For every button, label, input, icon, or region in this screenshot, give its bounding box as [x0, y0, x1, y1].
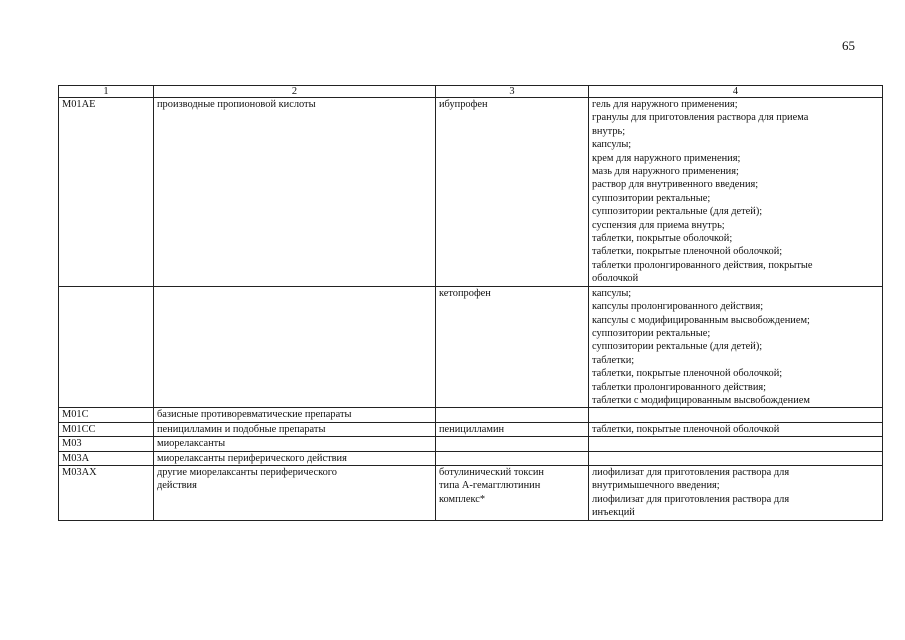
group-cell: производные пропионовой кислоты — [154, 98, 436, 287]
code-cell: M01CC — [59, 422, 154, 436]
table-row — [59, 408, 883, 422]
form-line: капсулы с модифицированным высвобождением; — [592, 314, 810, 326]
form-line: гранулы для приготовления раствора для приема — [592, 112, 809, 124]
form-line: внутрь; — [592, 125, 626, 137]
code-cell: M03A — [59, 451, 154, 465]
drug-cell — [436, 408, 589, 422]
form-line: таблетки, покрытые пленочной оболочкой — [592, 423, 780, 435]
drug-line: ботулинический токсин — [439, 466, 544, 478]
drug-cell: ибупрофен — [436, 98, 589, 287]
form-line: таблетки с модифицированным высвобождением — [592, 394, 810, 406]
group-cell: миорелаксанты периферического действия — [154, 451, 436, 465]
form-line: таблетки, покрытые пленочной оболочкой; — [592, 368, 783, 380]
header-cell: 2 — [154, 86, 436, 98]
drug-table — [58, 85, 883, 521]
form-line: раствор для внутривенного введения; — [592, 179, 759, 191]
forms-cell — [589, 451, 883, 465]
form-line: капсулы; — [592, 287, 632, 299]
form-line: суппозитории ректальные; — [592, 192, 711, 204]
form-line: суппозитории ректальные (для детей); — [592, 341, 763, 353]
drug-cell: пеницилламин — [436, 422, 589, 436]
form-line: капсулы; — [592, 139, 632, 151]
table-row — [59, 451, 883, 465]
drug-cell — [436, 451, 589, 465]
form-line: мазь для наружного применения; — [592, 166, 739, 178]
code-cell: M01C — [59, 408, 154, 422]
forms-cell — [589, 422, 883, 436]
form-line: суппозитории ректальные (для детей); — [592, 206, 763, 218]
page-number: 65 — [842, 38, 855, 53]
group-line: действия — [157, 480, 197, 492]
drug-line: типа A-гемагглютинин — [439, 480, 541, 492]
form-line: таблетки, покрытые оболочкой; — [592, 233, 733, 245]
forms-cell — [589, 286, 883, 408]
drug-cell — [436, 465, 589, 520]
forms-cell — [589, 98, 883, 287]
form-line: суппозитории ректальные; — [592, 327, 711, 339]
table-row — [59, 465, 883, 520]
form-line: лиофилизат для приготовления раствора для — [592, 493, 790, 505]
form-line: внутримышечного введения; — [592, 480, 720, 492]
header-cell: 3 — [436, 86, 589, 98]
form-line: оболочкой — [592, 273, 639, 285]
form-line: капсулы пролонгированного действия; — [592, 301, 764, 313]
drug-line: комплекс* — [439, 493, 486, 505]
table-row — [59, 437, 883, 451]
group-cell: базисные противоревматические препараты — [154, 408, 436, 422]
group-cell: пеницилламин и подобные препараты — [154, 422, 436, 436]
form-line: суспензия для приема внутрь; — [592, 219, 725, 231]
table-row — [59, 422, 883, 436]
group-cell: миорелаксанты — [154, 437, 436, 451]
table-row — [59, 286, 883, 408]
form-line: лиофилизат для приготовления раствора для — [592, 466, 790, 478]
group-cell — [154, 286, 436, 408]
group-line: другие миорелаксанты периферического — [157, 466, 337, 478]
drug-cell: кетопрофен — [436, 286, 589, 408]
form-line: крем для наружного применения; — [592, 152, 741, 164]
group-cell — [154, 465, 436, 520]
forms-cell — [589, 437, 883, 451]
code-cell — [59, 286, 154, 408]
code-cell: M03 — [59, 437, 154, 451]
forms-cell — [589, 465, 883, 520]
forms-cell — [589, 408, 883, 422]
form-line: таблетки, покрытые пленочной оболочкой; — [592, 246, 783, 258]
form-line: таблетки; — [592, 354, 635, 366]
header-cell: 4 — [589, 86, 883, 98]
header-cell: 1 — [59, 86, 154, 98]
form-line: гель для наружного применения; — [592, 99, 738, 110]
form-line: таблетки пролонгированного действия; — [592, 381, 767, 393]
table-row — [59, 98, 883, 287]
drug-cell — [436, 437, 589, 451]
form-line: таблетки пролонгированного действия, покрытые — [592, 259, 813, 271]
code-cell: M01AE — [59, 98, 154, 287]
table-header-row — [59, 86, 883, 98]
code-cell: M03AX — [59, 465, 154, 520]
form-line: инъекций — [592, 507, 635, 519]
